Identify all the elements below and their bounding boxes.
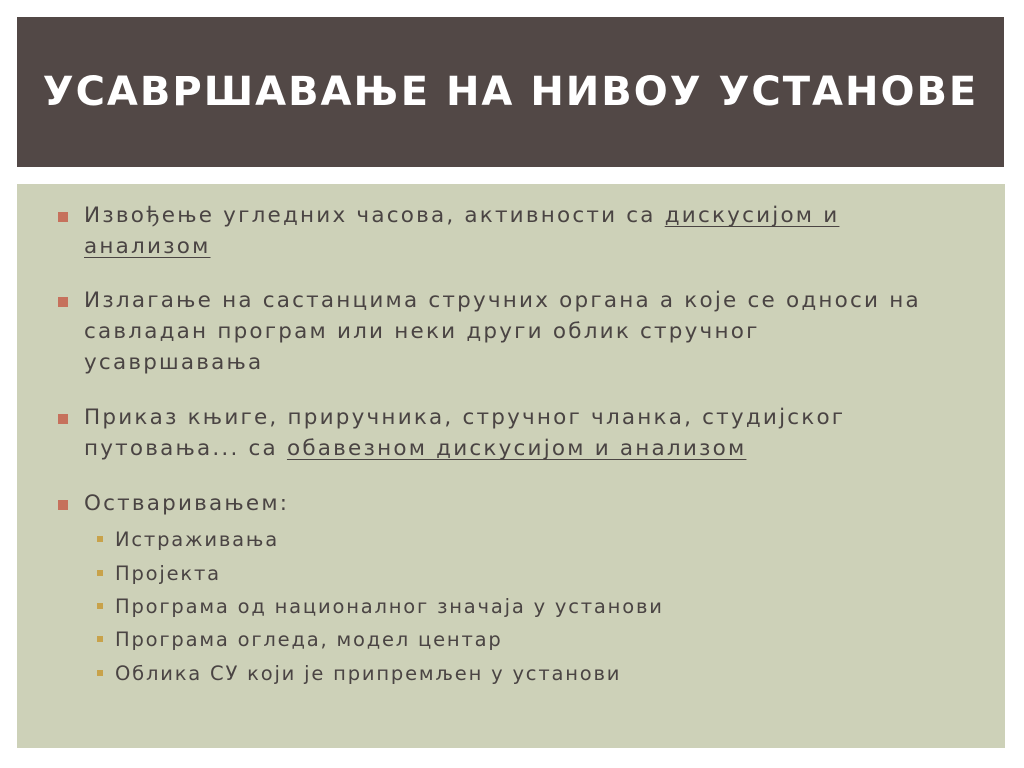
underlined-phrase: обавезном дискусијом и анализом [286,436,747,461]
sub-bullet-text: Облика СУ који је припремљен у установи [115,662,622,685]
bullet-item [59,200,939,262]
slide-title: УСАВРШАВАЊЕ НА НИВОУ УСТАНОВЕ [42,69,979,115]
sub-bullet-text: Пројекта [115,562,221,585]
bullet-square-icon [58,297,68,307]
bullet-square-icon [58,500,68,510]
sub-bullet-square-icon [97,536,103,542]
sub-bullet-text: Програма огледа, модел центар [115,628,503,651]
bullet-text: Приказ књиге, приручника, стручног чланка, студијског путовања... са обавезном дискусијом и анализом [84,405,846,461]
sub-bullet-square-icon [97,670,103,676]
sub-bullet-square-icon [97,570,103,576]
sub-bullet-item [97,594,947,620]
title-band [17,17,1004,167]
sub-bullet-square-icon [97,603,103,609]
bullet-item [59,488,939,519]
bullet-text: Остваривањем: [84,491,290,516]
underlined-phrase: дискусијом и анализом [84,203,840,259]
sub-bullet-square-icon [97,636,103,642]
bullet-square-icon [58,212,68,222]
bullet-text: Извођење угледних часова, активности са дискусијом и анализом [84,203,840,259]
sub-bullet-item [97,627,947,653]
content-panel [17,184,1005,748]
sub-bullet-text: Програма од националног значаја у установи [115,595,664,618]
bullet-text: Излагање на састанцима стручних органа а које се односи на савладан програм или неки други облик стручног усавршавања [84,288,921,375]
sub-bullet-item [97,561,947,587]
sub-bullet-item [97,661,947,687]
sub-bullet-text: Истраживања [115,528,279,551]
bullet-square-icon [58,414,68,424]
bullet-item [59,402,939,464]
sub-bullet-item [97,527,947,553]
bullet-item [59,285,939,378]
